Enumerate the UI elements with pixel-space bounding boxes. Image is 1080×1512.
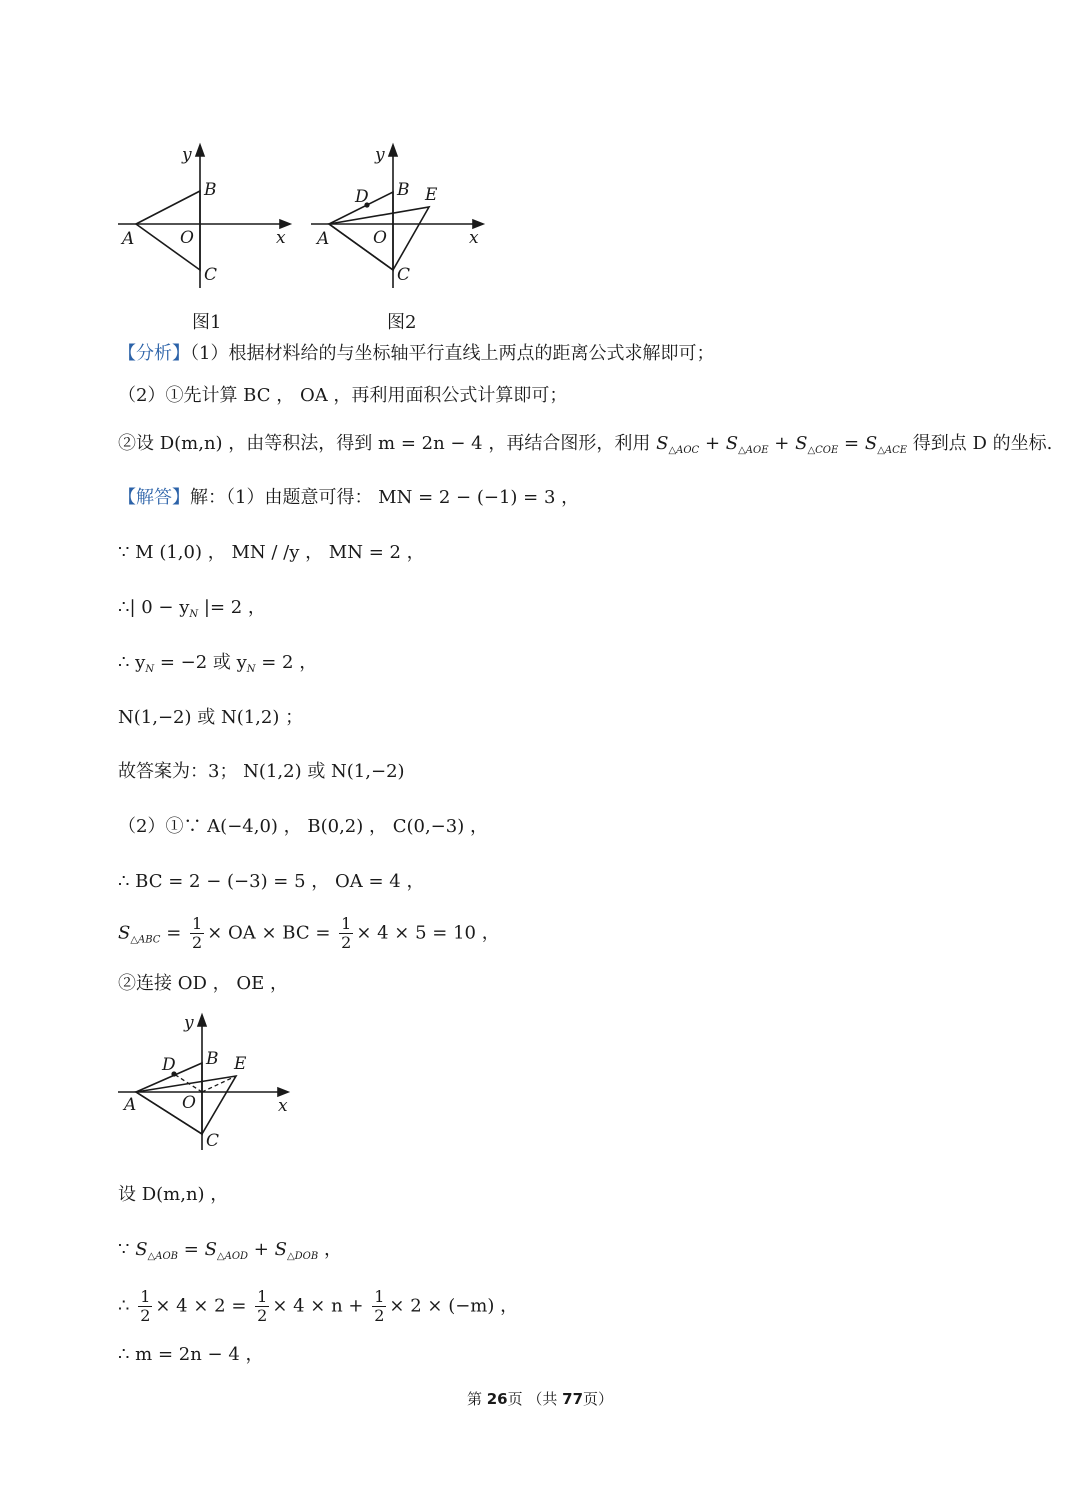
fig1-x-arrow [280,220,290,228]
fraction-half: $\frac{1}{2}$ [341,914,352,952]
fig2-x-arrow [473,220,483,228]
fig3-label-x: x [278,1096,288,1116]
analysis-line-2: （2）①先计算 BC ， OA ，再利用面积公式计算即可； [118,385,568,406]
solution-line-12: ∵ $S_{\triangle AOB} = S_{\triangle AOD} + S_{\triangle DOB}$ ， [118,1239,342,1262]
solution-tag: 【解答】 [118,487,190,508]
solution-line-10: ②连接 OD ， OE ， [118,973,288,994]
solution-line-9: $S_{\triangle ABC}$ = $\frac{1}{2}$ × OA × BC = $\frac{1}{2}$ × 4 × 5 = 10 ， [118,914,500,952]
fig1-label-a: A [122,229,135,249]
fig3-label-c: C [206,1131,220,1151]
analysis-tag: 【分析】 [118,343,190,364]
fig2-label-o: O [373,228,387,248]
fig2-label-x: x [469,228,479,248]
solution-line-8: ∴ BC = 2 − (−3) = 5 ， OA = 4 ， [118,871,425,892]
analysis-p3-prefix: ②设 D(m,n) ，由等积法，得到 m = 2n − 4 ，再结合图形，利用 [118,433,657,454]
figure-1 [110,140,300,300]
fraction-half: $\frac{1}{2}$ [374,1287,385,1325]
fig3-label-d: D [162,1055,176,1075]
fig2-label-y: y [375,145,385,165]
analysis-p3-suffix: 得到点 D 的坐标. [907,433,1053,454]
fig1-label-x: x [276,228,286,248]
solution-line-13: ∴ $\frac{1}{2}$ × 4 × 2 = $\frac{1}{2}$ × 4 × n + $\frac{1}{2}$ × 2 × (−m) ， [118,1287,519,1325]
fig2-label-e: E [425,185,438,205]
figure-2 [305,140,495,300]
solution-line-5: N(1,−2) 或 N(1,2) ； [118,707,304,728]
solution-line-7: （2）①∵ A(−4,0) ， B(0,2) ， C(0,−3) ， [118,816,488,837]
solution-line-14: ∴ m = 2n − 4 ， [118,1344,264,1365]
page-footer: 第 26页 （共 77页） [466,1390,614,1408]
fig3-label-a: A [124,1095,137,1115]
fraction-half: $\frac{1}{2}$ [192,914,203,952]
fig3-segment-od [174,1074,202,1092]
fig1-y-arrow [196,145,204,156]
total-pages: 77 [562,1390,584,1408]
fig1-label-b: B [204,180,217,200]
page-number: 26 [486,1390,508,1408]
figure-3 [112,1010,302,1160]
solution-line-2: ∵ M (1,0) ， MN / /y ， MN = 2 ， [118,542,425,563]
solution-line-1: 【解答】解：（1）由题意可得： MN = 2 − (−1) = 3 ， [118,487,580,508]
fig3-y-arrow [198,1015,206,1026]
fig1-label-c: C [204,265,218,285]
fig3-label-o: O [182,1093,196,1113]
fig2-label-c: C [397,265,411,285]
fraction-half: $\frac{1}{2}$ [257,1287,268,1325]
fig1-label-o: O [180,228,194,248]
solution-line-11: 设 D(m,n) ， [118,1184,229,1205]
analysis-line-1 [118,342,714,366]
solution-line-3: ∴| $0 - y_N$ |= 2 ， [118,597,266,620]
fig2-label-a: A [317,229,330,249]
fig2-label-d: D [355,187,369,207]
fraction-half: $\frac{1}{2}$ [140,1287,151,1325]
fig3-x-arrow [278,1088,288,1096]
fig3-label-b: B [206,1049,219,1069]
analysis-line-3: ②设 D(m,n) ，由等积法，得到 m = 2n − 4 ，再结合图形，利用 $S_{\triangle AOC} + S_{\triangle AOE} + S_{\triangle COE} = S_{\triangle ACE}$ 得到点 D 的坐标. [118,433,1053,456]
fig1-label-y: y [182,145,192,165]
figure-1-caption: 图1 [192,312,222,333]
fig2-y-arrow [389,145,397,156]
analysis-p1: （1）根据材料给的与坐标轴平行直线上两点的距离公式求解即可； [190,343,715,364]
solution-line-4: ∴ $y_N = -2$ 或 $y_N = 2$ ， [118,652,318,675]
solution-line-6: 故答案为：3； N(1,2) 或 N(1,−2) [118,761,405,782]
fig3-label-y: y [184,1013,194,1033]
figure-2-caption: 图2 [387,312,417,333]
fig2-label-b: B [397,180,410,200]
fig3-label-e: E [234,1054,247,1074]
